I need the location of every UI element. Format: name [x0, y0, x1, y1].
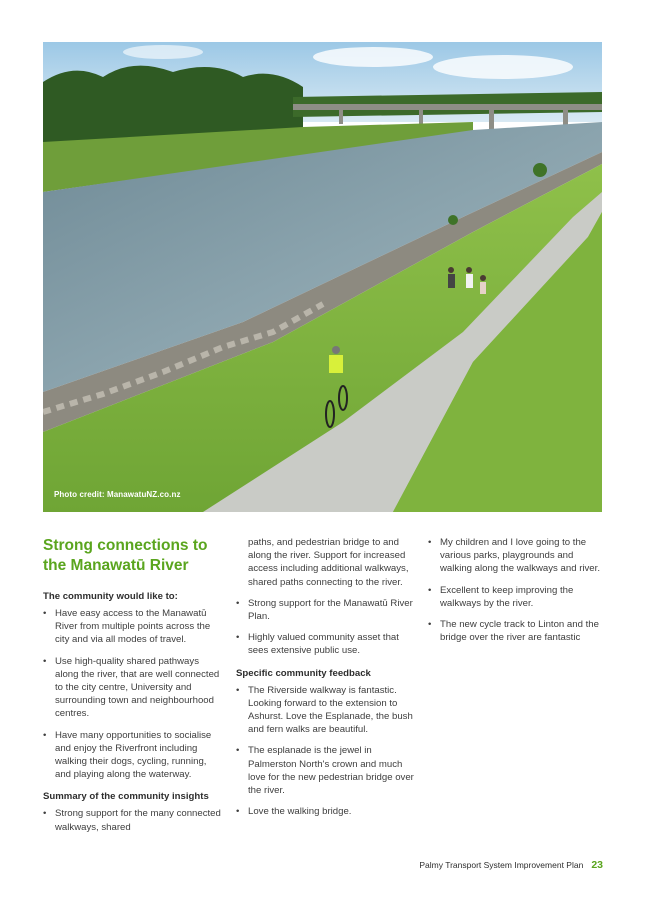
insights-title: Summary of the community insights [43, 791, 209, 803]
insights-list [43, 807, 221, 833]
column-2 [236, 536, 414, 827]
list-item: • Strong support for the Manawatū River Plan. [236, 597, 414, 623]
list-item: • The Riverside walkway is fantastic. Looking forward to the extension to Ashurst. Love the Esplanade, the bush and fern walks are beautiful. [236, 684, 414, 737]
list-item: • The new cycle track to Linton and the bridge over the river are fantastic [428, 618, 606, 644]
insights-list-continued [236, 597, 414, 658]
section-heading: Strong connections to the Manawatū River [43, 537, 208, 574]
list-item: • The esplanade is the jewel in Palmerston North's crown and much love for the new pedestrian bridge over the river. [236, 744, 414, 797]
feedback-list [236, 684, 414, 819]
river-pathway-image [43, 42, 602, 512]
photo-credit: Photo credit: ManawatuNZ.co.nz [54, 490, 181, 499]
list-item: • My children and I love going to the various parks, playgrounds and walking along the walkways and river. [428, 536, 606, 576]
river-photo [43, 42, 602, 512]
list-item: • Strong support for the many connected walkways, shared [43, 807, 221, 833]
list-item: • Use high-quality shared pathways along the river, that are well connected to the city centre, University and surrounding town and neighbourhood centres. [43, 655, 221, 721]
document-title: Palmy Transport System Improvement Plan [419, 860, 584, 870]
wants-title: The community would like to: [43, 591, 178, 602]
column-1 [43, 536, 221, 843]
page-number: 23 [591, 859, 603, 871]
list-item: • Have many opportunities to socialise and enjoy the Riverfront including walking their dogs, cycling, running, and playing along the waterway. [43, 729, 221, 782]
column-3 [428, 536, 606, 653]
feedback-title: Specific community feedback [236, 667, 371, 679]
list-item-continued: paths, and pedestrian bridge to and along the river. Support for increased access including additional walkways, shared paths connecting to the river. [248, 537, 409, 588]
list-item: • Love the walking bridge. [236, 805, 414, 818]
wants-list [43, 607, 221, 781]
page-footer [419, 859, 603, 871]
list-item: • Excellent to keep improving the walkways by the river. [428, 584, 606, 610]
list-item: • Have easy access to the Manawatū River from multiple points across the city and via all modes of travel. [43, 607, 221, 647]
list-item: • Highly valued community asset that sees extensive public use. [236, 631, 414, 657]
feedback-list-continued [428, 536, 606, 644]
